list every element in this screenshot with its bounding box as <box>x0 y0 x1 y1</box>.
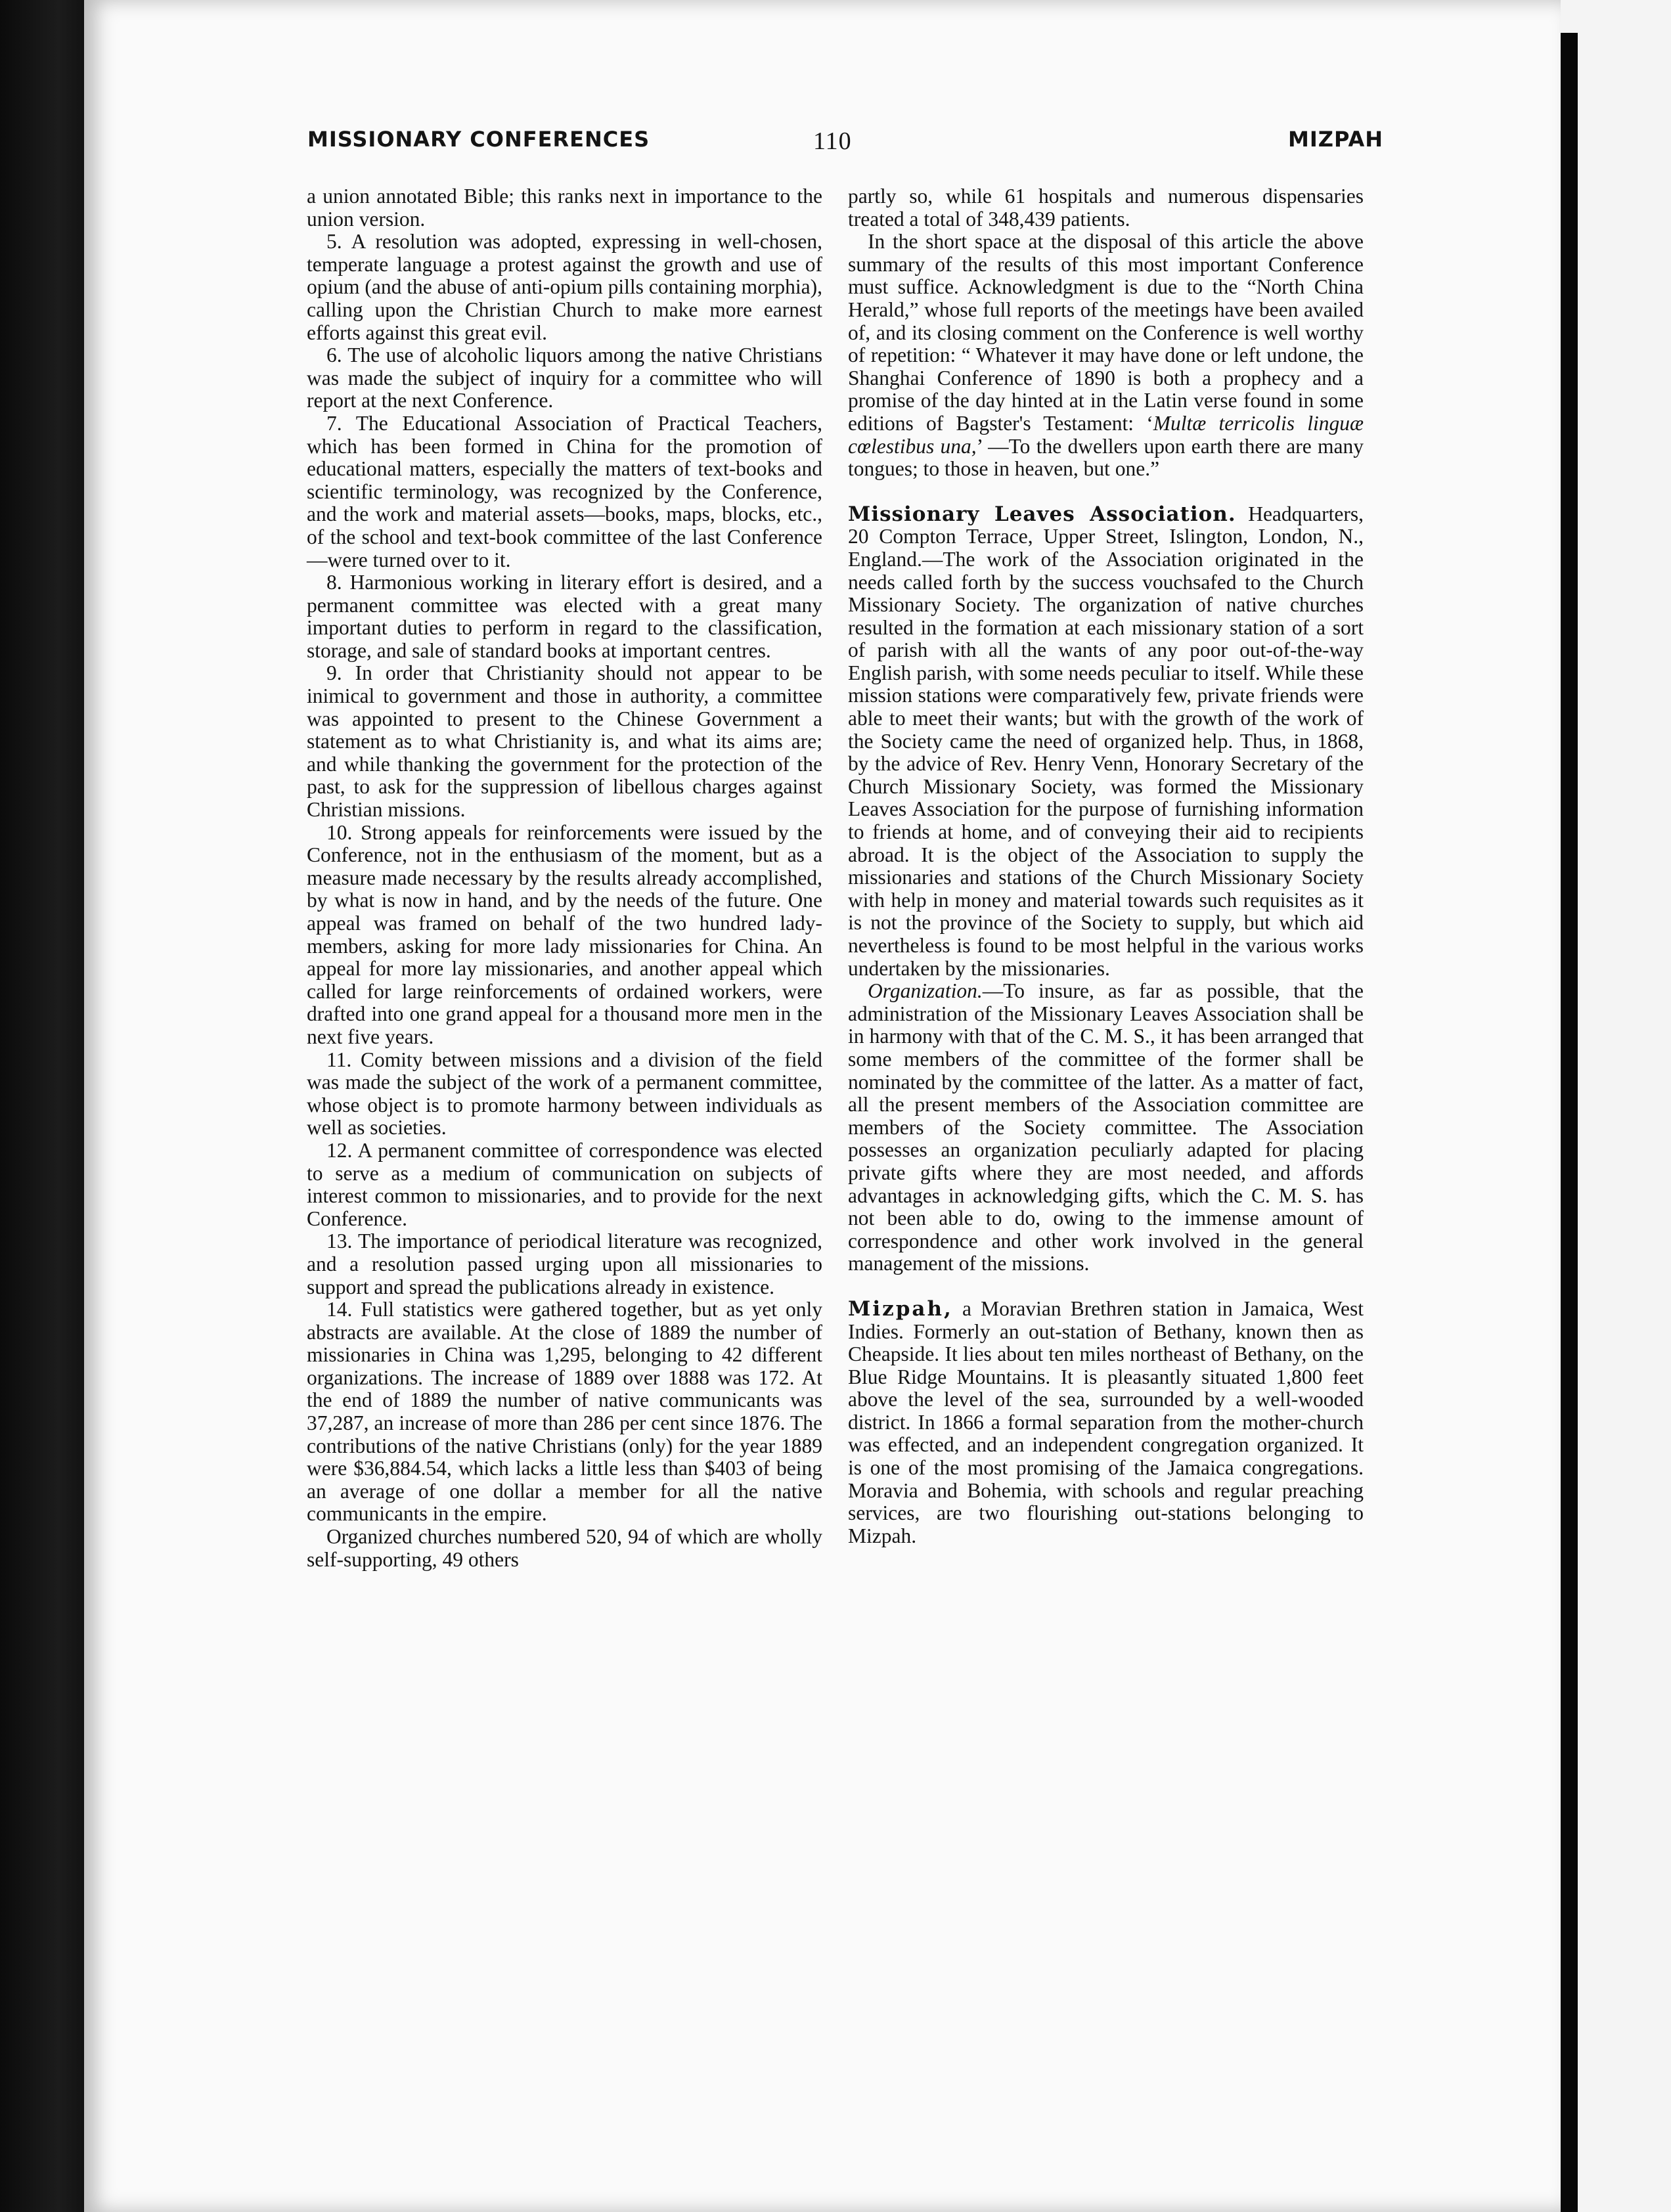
paragraph: a union annotated Bible; this ranks next in importance to the union version. <box>307 185 822 231</box>
paragraph: 9. In order that Christianity should not appear to be inimical to government and those in authority, a committee was appointed to present to the Chinese Government a statement as to what Christianity is, and what its aims are; and while thanking the government for the protection of the past, to ask for the suppression of libellous charges against Christian missions. <box>307 661 822 822</box>
paragraph: partly so, while 61 hospitals and numerous dispensaries treated a total of 348,439 patients. <box>848 185 1364 231</box>
paragraph: In the short space at the disposal of this article the above summary of the results of this most important Conference must suffice. Acknowledgment is due to the “North China Herald,” whose full reports of the meetings have been availed of, and its closing comment on the Conference is well worthy of repetition: “ Whatever it may have done or left undone, the Shanghai Conference of 1890 is both a prophecy and a promise of the day hinted at in the Latin verse found in some editions of Bagster's Testament: ‘Multæ terricolis linguæ cœlestibus una,’ —To the dwellers upon earth there are many tongues; to those in heaven, but one.” <box>848 230 1364 481</box>
header-right-title: MIZPAH <box>1287 127 1383 152</box>
latin-quote: Multæ terricolis linguæ cœlestibus una, <box>848 411 1364 458</box>
page-number: 110 <box>813 127 852 155</box>
paragraph: 13. The importance of periodical literature was recognized, and a resolution passed urging upon all missionaries to support and spread the publications already in existence. <box>307 1229 822 1298</box>
paragraph: 7. The Educational Association of Practical Teachers, which has been formed in China for the promotion of educational matters, especially the matters of text-books and scientific terminology, was recognized by the Conference, and the work and material assets—books, maps, blocks, etc., of the school and text-book committee of the last Conference—were turned over to it. <box>307 411 822 571</box>
paragraph: 8. Harmonious working in literary effort is desired, and a permanent committee was elected with a great many important duties to perform in regard to the classification, storage, and sale of standard books at important centres. <box>307 571 822 662</box>
entry-mizpah <box>848 1298 1364 1548</box>
paragraph: Organized churches numbered 520, 94 of which are wholly self-supporting, 49 others <box>307 1525 822 1571</box>
scan-left-edge <box>0 0 84 2212</box>
paragraph: 14. Full statistics were gathered together, but as yet only abstracts are available. At the close of 1889 the number of missionaries in China was 1,295, belonging to 42 different organizations. The increase of 1889 over 1888 was 172. At the end of 1889 the number of native communicants was 37,287, an increase of more than 286 per cent since 1876. The contributions of the native Christians (only) for the year 1889 were $36,884.54, which lacks a little less than $403 of being an average of one dollar a member for all the native communicants in the empire. <box>307 1298 822 1526</box>
paragraph: 11. Comity between missions and a division of the field was made the subject of the work of a permanent committee, whose object is to promote harmony between individuals as well as societies. <box>307 1048 822 1139</box>
subheading-organization: Organization. <box>868 979 983 1003</box>
entry-title: Mizpah, <box>848 1296 953 1321</box>
right-column <box>848 185 1364 1547</box>
paragraph: 5. A resolution was adopted, expressing in well-chosen, temperate language a protest against the growth and use of opium (and the abuse of anti-opium pills containing morphia), calling upon the Christian Church to make more earnest efforts against this great evil. <box>307 230 822 344</box>
entry-body: Headquarters, 20 Compton Terrace, Upper Street, Islington, London, N., England.—The work of the Association originated in the needs called forth by the success vouchsafed to the Church Missionary Society. The organization of native churches resulted in the formation at each missionary station of a sort of parish with all the wants of any poor out-of-the-way English parish, with some needs peculiar to itself. While these mission stations were comparatively few, private friends were able to meet their wants; but with the growth of the work of the Society came the need of organized help. Thus, in 1868, by the advice of Rev. Henry Venn, Honorary Secretary of the Church Missionary Society, was formed the Missionary Leaves Association for the purpose of furnishing information to friends at home, and of conveying their aid to recipients abroad. It is the object of the Association to supply the missionaries and stations of the Church Missionary Society with help in money and material towards such requisites as it is not the province of the Society to supply, but which aid nevertheless is found to be most helpful in the various works undertaken by the missionaries. <box>848 502 1364 980</box>
paragraph-text: In the short space at the disposal of this article the above summary of the results of this most important Conference must suffice. Acknowledgment is due to the “North China Herald,” whose full reports of the meetings have been availed of, and its closing comment on the Conference is well worthy of repetition: “ Whatever it may have done or left undone, the Shanghai Conference of 1890 is both a prophecy and a promise of the day hinted at in the Latin verse found in some editions of Bagster's Testament: <box>848 230 1364 435</box>
paragraph: 12. A permanent committee of correspondence was elected to serve as a medium of communication on subjects of interest common to missionaries, and to provide for the next Conference. <box>307 1138 822 1230</box>
paragraph-text: —To insure, as far as possible, that the administration of the Missionary Leaves Association shall be in harmony with that of the C. M. S., it has been arranged that some members of the committee of the former shall be nominated by the committee of the latter. As a matter of fact, all the present members of the Association committee are members of the Society committee. The Association possesses an organization peculiarly adapted for placing private gifts where they are most needed, and affords advantages in acknowledging gifts, which the C. M. S. has not been able to do, owing to the immense amount of correspondence and other work involved in the general management of the missions. <box>848 979 1364 1275</box>
scan-binding-shadow <box>1561 33 1578 2212</box>
paragraph <box>848 980 1364 1275</box>
header-left-title: MISSIONARY CONFERENCES <box>307 127 650 152</box>
left-column <box>307 185 822 1571</box>
paragraph: 6. The use of alcoholic liquors among the native Christians was made the subject of inquiry for a committee who will report at the next Conference. <box>307 343 822 412</box>
entry-body: a Moravian Brethren station in Jamaica, West Indies. Formerly an out-station of Bethany, known then as Cheapside. It lies about ten miles northeast of Bethany, on the Blue Ridge Mountains. It is pleasantly situated 1,800 feet above the level of the sea, surrounded by a well-wooded district. In 1866 a formal separation from the mother-church was effected, and an independent congregation organized. It is one of the most promising of the Jamaica congregations. Moravia and Bohemia, with schools and regular preaching services, are two flourishing out-stations belonging to Mizpah. <box>848 1296 1364 1547</box>
latin-translation: —To the dwellers upon earth there are many tongues; to those in heaven, but one.” <box>848 434 1364 481</box>
entry-title: Missionary Leaves Association. <box>848 502 1236 526</box>
scan-right-edge <box>1561 0 1671 2212</box>
entry-missionary-leaves-association <box>848 503 1364 980</box>
running-header <box>307 127 1383 156</box>
paragraph: 10. Strong appeals for reinforcements were issued by the Conference, not in the enthusiasm of the moment, but as a measure made necessary by the results already accomplished, by what is now in hand, and by the needs of the future. One appeal was framed on behalf of the two hundred lady-members, asking for more lady missionaries for China. An appeal for more lay missionaries, and another appeal which called for large reinforcements of ordained workers, were drafted into one grand appeal for a thousand more men in the next five years. <box>307 820 822 1048</box>
